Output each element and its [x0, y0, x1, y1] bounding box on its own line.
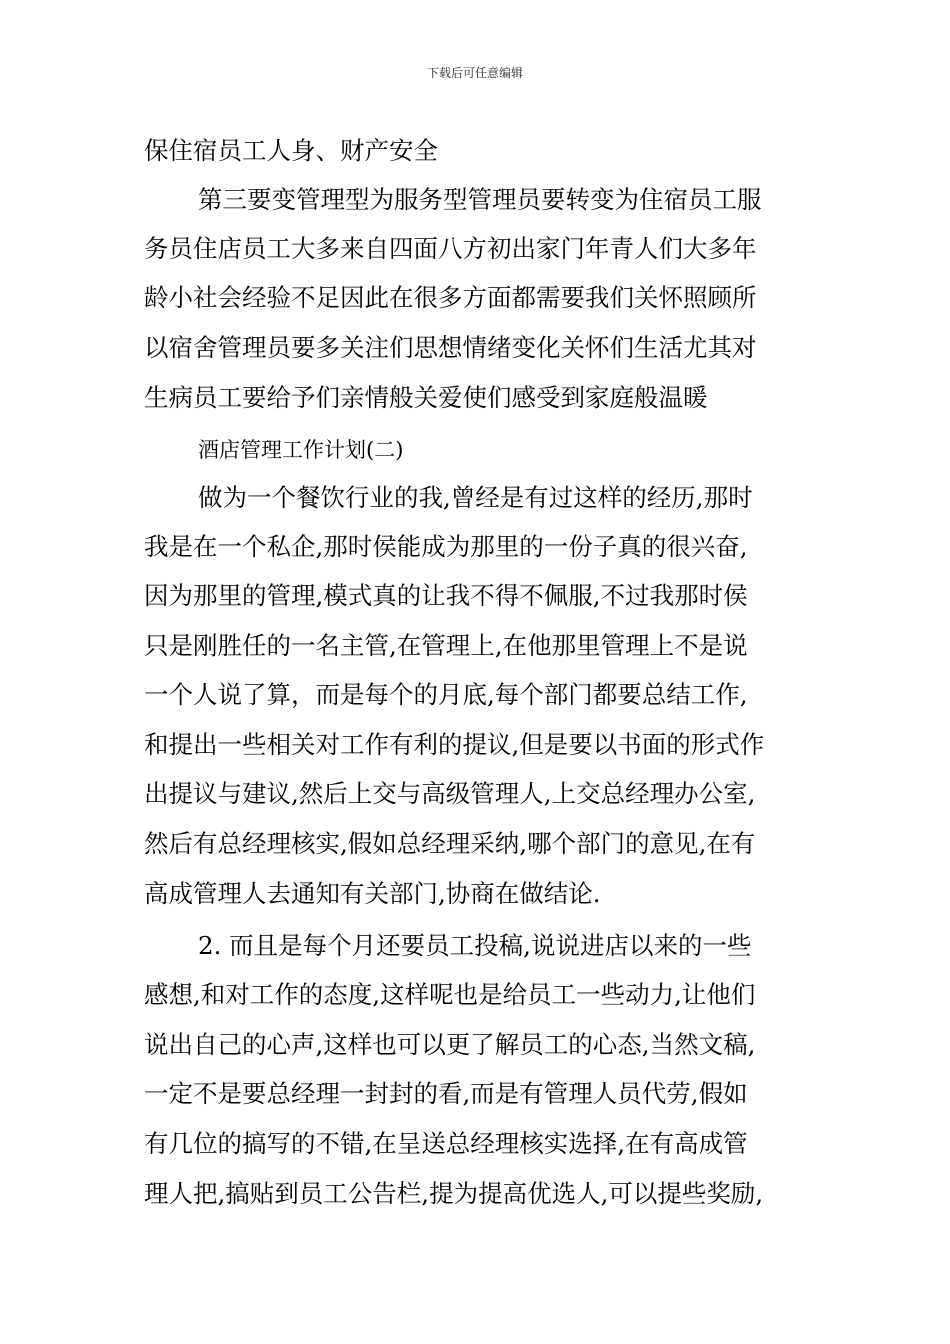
text-line: 一定不是要总经理一封封的看,而是有管理人员代劳,假如 — [144, 1079, 748, 1108]
text-line: 第三要变管理型为服务型管理员要转变为住宿员工服 — [198, 185, 762, 214]
text-line: 一个人说了算，而是每个的月底,每个部门都要总结工作, — [144, 680, 748, 709]
text-line: 说出自己的心声,这样也可以更了解员工的心态,当然文稿, — [144, 1030, 756, 1059]
page-header: 下载后可任意编辑 — [426, 66, 523, 80]
text-line: 有几位的搞写的不错,在呈送总经理核实选择,在有高成管 — [144, 1129, 748, 1158]
text-line: 2. 而且是每个月还要员工投稿,说说进店以来的一些 — [198, 931, 752, 960]
text-line: 只是刚胜任的一名主管,在管理上,在他那里管理上不是说 — [144, 631, 748, 660]
text-line: 高成管理人去通知有关部门,协商在做结论. — [144, 879, 601, 908]
text-line: 我是在一个私企,那时侯能成为那里的一份子真的很兴奋, — [144, 532, 748, 561]
text-line: 龄小社会经验不足因此在很多方面都需要我们关怀照顾所 — [144, 283, 757, 312]
text-line: 保住宿员工人身、财产安全 — [144, 136, 438, 165]
text-line: 生病员工要给予们亲情般关爱使们感受到家庭般温暖 — [144, 383, 708, 412]
text-line: 务员住店员工大多来自四面八方初出家门年青人们大多年 — [144, 234, 757, 263]
section-heading: 酒店管理工作计划(二) — [198, 438, 404, 462]
text-line: 和提出一些相关对工作有利的提议,但是要以书面的形式作 — [144, 730, 765, 759]
text-line: 出提议与建议,然后上交与高级管理人,上交总经理办公室, — [144, 779, 756, 808]
text-line: 理人把,搞贴到员工公告栏,提为提高优选人,可以提些奖励, — [144, 1179, 764, 1208]
text-line: 然后有总经理核实,假如总经理采纳,哪个部门的意见,在有 — [144, 829, 756, 858]
text-line: 感想,和对工作的态度,这样呢也是给员工一些动力,让他们 — [144, 980, 756, 1009]
text-line: 因为那里的管理,模式真的让我不得不佩服,不过我那时侯 — [144, 581, 748, 610]
text-line: 以宿舍管理员要多关注们思想情绪变化关怀们生活尤其对 — [144, 333, 757, 362]
text-line: 做为一个餐饮行业的我,曾经是有过这样的经历,那时 — [198, 483, 753, 512]
